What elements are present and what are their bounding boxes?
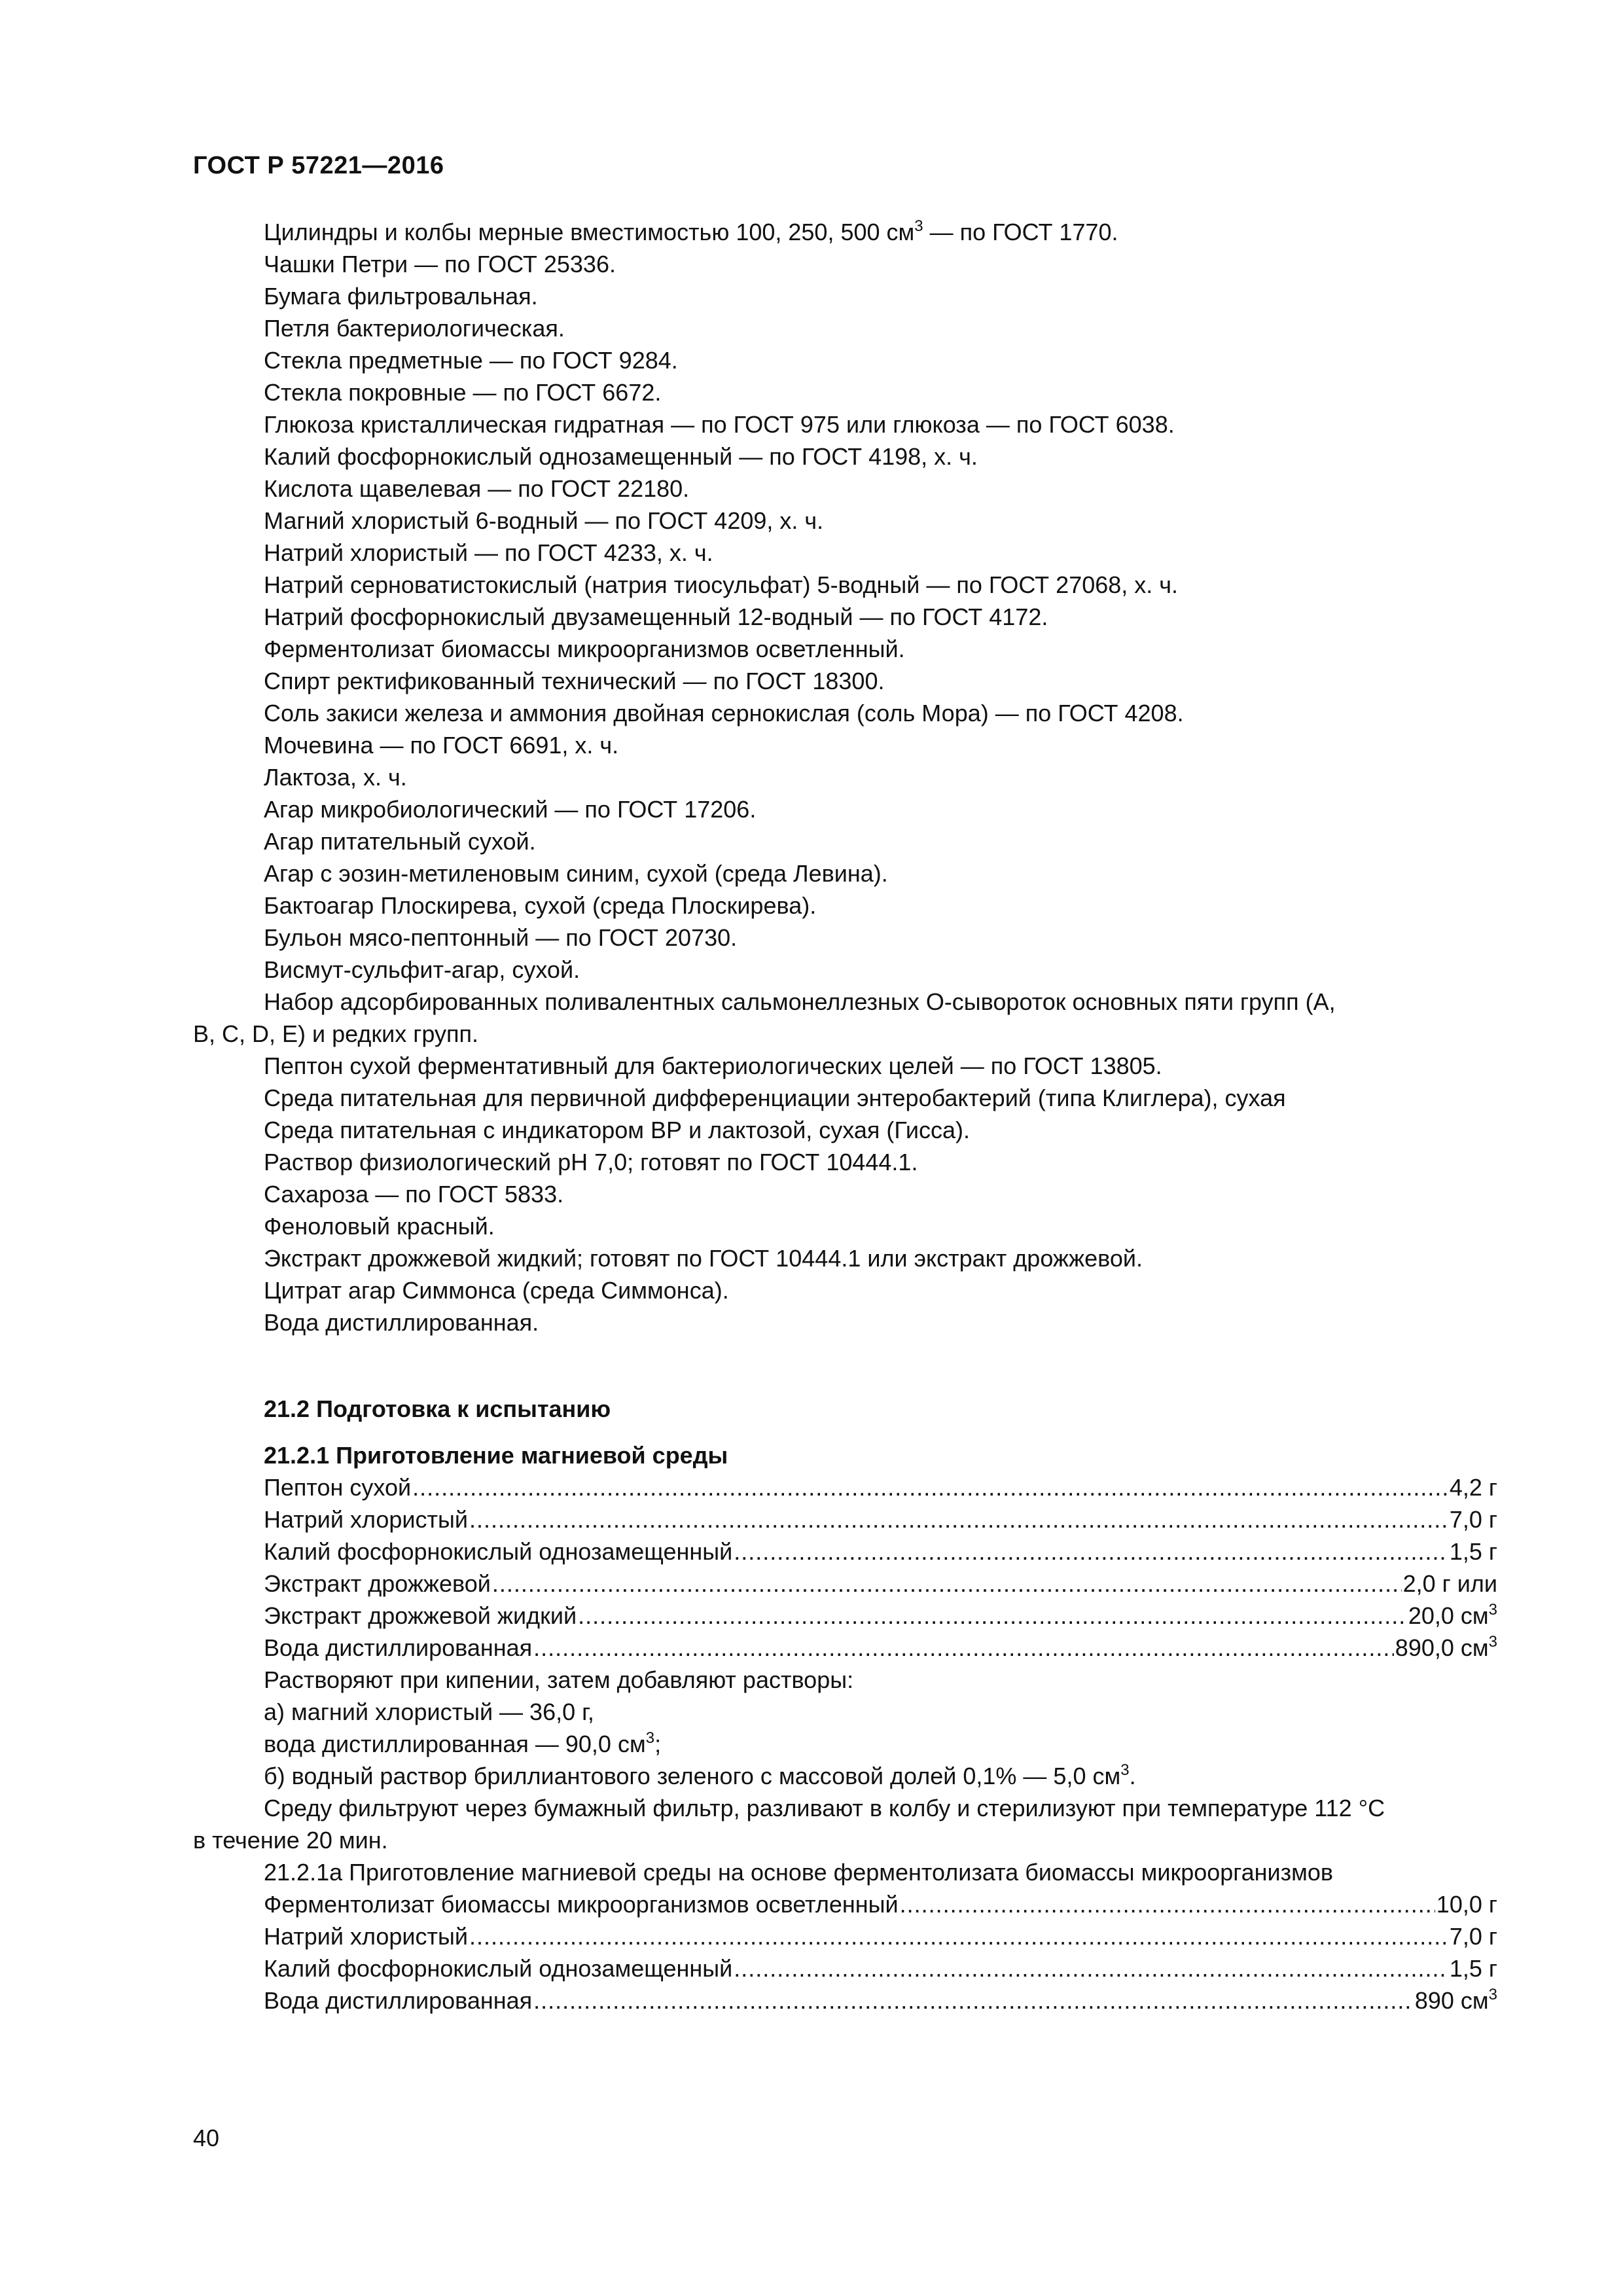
- page-number: 40: [193, 2125, 220, 2151]
- list-item: Бульон мясо-пептонный — по ГОСТ 20730.: [264, 924, 738, 951]
- recipe-row: [193, 1952, 1497, 1984]
- list-item: Сахароза — по ГОСТ 5833.: [264, 1181, 564, 1208]
- list-item: Агар питательный сухой.: [264, 828, 536, 855]
- dot-leader: [734, 1952, 1448, 1984]
- dot-leader: [734, 1535, 1448, 1568]
- dot-leader: [469, 1920, 1448, 1952]
- dot-leader: [900, 1888, 1435, 1920]
- amount-text: 20,0 см: [1408, 1602, 1489, 1629]
- recipe-row: [193, 1632, 1497, 1664]
- ingredient-name: Калий фосфорнокислый однозамещенный: [264, 1538, 733, 1565]
- list-item: Бумага фильтровальная.: [264, 283, 538, 310]
- paragraph: Растворяют при кипении, затем добавляют растворы:: [264, 1666, 854, 1693]
- materials-list: [193, 216, 1492, 1338]
- list-item: Цитрат агар Симмонса (среда Симмонса).: [264, 1277, 729, 1304]
- section-21-2: [193, 1393, 1492, 1425]
- ingredient-amount: [1415, 1984, 1497, 2017]
- list-item: Петля бактериологическая.: [264, 315, 565, 342]
- amount-text: 1,5 г: [1449, 1955, 1497, 1982]
- amount-text: 4,2 г: [1449, 1474, 1497, 1501]
- recipe-row: [193, 1888, 1497, 1920]
- paragraph: Среду фильтруют через бумажный фильтр, разливают в колбу и стерилизуют при температуре 112 °С: [264, 1795, 1385, 1821]
- list-item: Натрий хлористый — по ГОСТ 4233, х. ч.: [264, 539, 713, 566]
- ingredient-amount: [1450, 1471, 1497, 1503]
- amount-text: 10,0 г: [1436, 1891, 1497, 1918]
- ingredient-amount: [1395, 1632, 1497, 1664]
- list-item-continuation: В, С, D, Е) и редких групп.: [193, 1020, 478, 1047]
- amount-text: 2,0 г или: [1402, 1570, 1497, 1597]
- recipe-row: [193, 1568, 1497, 1600]
- ingredient-name: Натрий хлористый: [264, 1923, 468, 1950]
- list-item: Раствор физиологический рН 7,0; готовят по ГОСТ 10444.1.: [264, 1149, 918, 1175]
- dot-leader: [492, 1568, 1402, 1600]
- ingredient-name: Экстракт дрожжевой жидкий: [264, 1602, 577, 1629]
- superscript: 3: [1120, 1761, 1130, 1779]
- list-item: [193, 216, 1492, 248]
- list-item-text: — по ГОСТ 1770.: [923, 219, 1118, 245]
- ingredient-name: Пептон сухой: [264, 1474, 412, 1501]
- ingredient-amount: [1450, 1952, 1497, 1984]
- list-item: Стекла покровные — по ГОСТ 6672.: [264, 379, 662, 406]
- list-item: Набор адсорбированных поливалентных сальмонеллезных О-сывороток основных пяти групп (А,: [264, 988, 1336, 1015]
- list-item: Лактоза, х. ч.: [264, 764, 407, 791]
- list-item: Пептон сухой ферментативный для бактериологических целей — по ГОСТ 13805.: [264, 1052, 1162, 1079]
- section-21-2-1: [193, 1439, 1497, 2017]
- ingredient-name: Вода дистиллированная: [264, 1987, 533, 2014]
- list-item: Калий фосфорнокислый однозамещенный — по ГОСТ 4198, х. ч.: [264, 443, 978, 470]
- recipe-row: [193, 1471, 1497, 1503]
- subsection-heading: 21.2.1а Приготовление магниевой среды на основе ферментолизата биомассы микроорганизмов: [264, 1859, 1334, 1886]
- list-item: Феноловый красный.: [264, 1213, 495, 1240]
- list-item: Спирт ректификованный технический — по ГОСТ 18300.: [264, 668, 885, 694]
- list-item: Агар с эозин-метиленовым синим, сухой (среда Левина).: [264, 860, 888, 887]
- ingredient-amount: [1450, 1503, 1497, 1535]
- ingredient-name: Экстракт дрожжевой: [264, 1570, 491, 1597]
- list-item: Ферментолизат биомассы микроорганизмов осветленный.: [264, 636, 905, 662]
- paragraph-text: вода дистиллированная — 90,0 см: [264, 1731, 646, 1757]
- recipe-row: [193, 1600, 1497, 1632]
- list-item: Вода дистиллированная.: [264, 1309, 539, 1336]
- dot-leader: [578, 1600, 1407, 1632]
- amount-text: 7,0 г: [1449, 1923, 1497, 1950]
- list-item: Глюкоза кристаллическая гидратная — по ГОСТ 975 или глюкоза — по ГОСТ 6038.: [264, 411, 1175, 438]
- amount-text: 7,0 г: [1449, 1506, 1497, 1533]
- recipe-row: [193, 1535, 1497, 1568]
- superscript: 3: [1488, 1633, 1497, 1651]
- ingredient-amount: [1436, 1888, 1497, 1920]
- paragraph-text: .: [1129, 1763, 1136, 1789]
- document-header: ГОСТ Р 57221—2016: [193, 152, 444, 179]
- superscript: 3: [645, 1729, 655, 1747]
- list-item: Среда питательная с индикатором ВР и лактозой, сухая (Гисса).: [264, 1117, 970, 1143]
- ingredient-name: Калий фосфорнокислый однозамещенный: [264, 1955, 733, 1982]
- amount-text: 1,5 г: [1449, 1538, 1497, 1565]
- paragraph: [193, 1728, 1492, 1760]
- superscript: 3: [914, 217, 923, 235]
- list-item: Агар микробиологический — по ГОСТ 17206.: [264, 796, 757, 823]
- section-heading: 21.2 Подготовка к испытанию: [264, 1395, 611, 1422]
- list-item: Магний хлористый 6-водный — по ГОСТ 4209, х. ч.: [264, 507, 824, 534]
- ingredient-name: Ферментолизат биомассы микроорганизмов осветленный: [264, 1891, 899, 1918]
- amount-text: 890 см: [1414, 1987, 1489, 2014]
- list-item: Мочевина — по ГОСТ 6691, х. ч.: [264, 732, 619, 759]
- ingredient-name: Натрий хлористый: [264, 1506, 468, 1533]
- list-item: Экстракт дрожжевой жидкий; готовят по ГОСТ 10444.1 или экстракт дрожжевой.: [264, 1245, 1143, 1272]
- superscript: 3: [1488, 1601, 1497, 1619]
- list-item: Бактоагар Плоскирева, сухой (среда Плоскирева).: [264, 892, 817, 919]
- list-item: Чашки Петри — по ГОСТ 25336.: [264, 251, 616, 278]
- ingredient-amount: [1450, 1920, 1497, 1952]
- list-item: Стекла предметные — по ГОСТ 9284.: [264, 347, 678, 374]
- dot-leader: [412, 1471, 1448, 1503]
- ingredient-amount: [1408, 1600, 1497, 1632]
- amount-text: 890,0 см: [1395, 1634, 1489, 1661]
- dot-leader: [533, 1984, 1414, 2017]
- list-item: Среда питательная для первичной дифференциации энтеробактерий (типа Клиглера), сухая: [264, 1085, 1286, 1111]
- ingredient-amount: [1450, 1535, 1497, 1568]
- paragraph-text: ;: [654, 1731, 662, 1757]
- recipe-row: [193, 1984, 1497, 2017]
- ingredient-name: Вода дистиллированная: [264, 1634, 533, 1661]
- recipe-row: [193, 1920, 1497, 1952]
- list-item: Натрий серноватистокислый (натрия тиосульфат) 5-водный — по ГОСТ 27068, х. ч.: [264, 571, 1179, 598]
- list-item: Кислота щавелевая — по ГОСТ 22180.: [264, 475, 690, 502]
- paragraph-text: б) водный раствор бриллиантового зеленого с массовой долей 0,1% — 5,0 см: [264, 1763, 1121, 1789]
- dot-leader: [533, 1632, 1394, 1664]
- list-item: Соль закиси железа и аммония двойная сернокислая (соль Мора) — по ГОСТ 4208.: [264, 700, 1184, 726]
- subsection-heading: 21.2.1 Приготовление магниевой среды: [264, 1442, 728, 1469]
- dot-leader: [469, 1503, 1448, 1535]
- recipe-row: [193, 1503, 1497, 1535]
- list-item: Висмут-сульфит-агар, сухой.: [264, 956, 580, 983]
- paragraph: [193, 1760, 1492, 1792]
- ingredient-amount: [1403, 1568, 1497, 1600]
- superscript: 3: [1488, 1986, 1497, 2003]
- list-item: Натрий фосфорнокислый двузамещенный 12-водный — по ГОСТ 4172.: [264, 603, 1048, 630]
- paragraph: а) магний хлористый — 36,0 г,: [264, 1698, 594, 1725]
- paragraph-continuation: в течение 20 мин.: [193, 1827, 388, 1854]
- list-item-text: Цилиндры и колбы мерные вместимостью 100, 250, 500 см: [264, 219, 915, 245]
